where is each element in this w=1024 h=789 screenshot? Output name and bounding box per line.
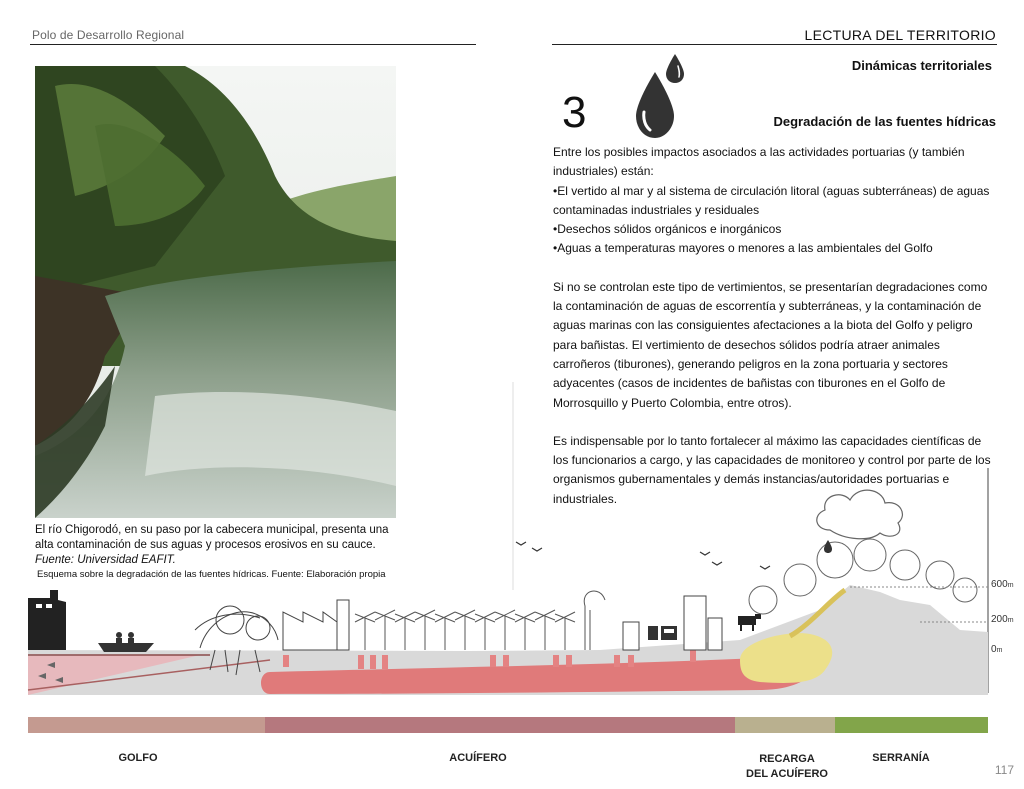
zone-label-golfo: GOLFO bbox=[118, 752, 158, 764]
body-p1-intro: Entre los posibles impactos asociados a las actividades portuarias (y también industriales) están: bbox=[553, 145, 965, 179]
palm-trees-icon bbox=[355, 591, 605, 650]
elevation-label-600: 600m bbox=[991, 579, 1014, 590]
section-subtitle: Dinámicas territoriales bbox=[851, 58, 992, 73]
header-left-title: Polo de Desarrollo Regional bbox=[32, 28, 185, 42]
rain-drop-icon bbox=[824, 540, 832, 553]
header-left-rule bbox=[30, 44, 476, 45]
buildings-icon bbox=[623, 596, 722, 650]
vehicles-icon bbox=[648, 626, 677, 640]
header-right-rule bbox=[552, 44, 997, 45]
zone-label-serrania: SERRANÍA bbox=[872, 752, 930, 764]
water-degradation-diagram bbox=[0, 375, 1024, 789]
cow-icon bbox=[738, 614, 761, 631]
page-number: 117 bbox=[994, 763, 1014, 777]
body-p1-bullet-1: •El vertido al mar y al sistema de circulación litoral (aguas subterráneas) de aguas contaminadas industriales y residuales bbox=[553, 183, 990, 217]
zone-label-recarga: RECARGA DEL ACUÍFERO bbox=[746, 753, 828, 780]
boat-icon bbox=[98, 632, 154, 652]
elevation-label-200: 200m bbox=[991, 614, 1014, 625]
zone-label-acuifero: ACUÍFERO bbox=[449, 752, 507, 764]
ship-icon bbox=[28, 590, 66, 650]
diagram-note: Esquema sobre la degradación de las fuentes hídricas. Fuente: Elaboración propia bbox=[37, 569, 386, 580]
zone-bar-recarga bbox=[735, 717, 835, 733]
header-right-title: LECTURA DEL TERRITORIO bbox=[804, 27, 996, 43]
water-drop-icon bbox=[632, 52, 692, 142]
zone-bar-acuifero bbox=[265, 717, 735, 733]
body-p1-bullet-3: •Aguas a temperaturas mayores o menores a las ambientales del Golfo bbox=[553, 241, 933, 256]
birds-icon bbox=[516, 542, 770, 569]
zone-bar-golfo bbox=[28, 717, 265, 733]
section-topic: Degradación de las fuentes hídricas bbox=[773, 114, 996, 129]
factory-icon bbox=[283, 600, 349, 650]
body-p3: Es indispensable por lo tanto fortalecer al máximo las capacidades científicas de los funcionarios a cargo, y las capacidades de monitoreo y control por parte de los organismos gubernamentales y demás instancias/autoridades portuarias e industriales. bbox=[553, 433, 991, 506]
body-p1-bullet-2: •Desechos sólidos orgánicos e inorgánicos bbox=[553, 222, 782, 237]
section-number: 3 bbox=[562, 88, 587, 137]
zone-bar-serrania bbox=[835, 717, 988, 733]
body-p2: Si no se controlan este tipo de vertimientos, se presentarían degradaciones como la contaminación de aguas de escorrentía y subterráneas, y la contaminación de aguas marinas con las consiguientes afectaciones a la biota del Golfo y peligro para bañistas. El vertimiento de desechos sólidos podría atraer animales carroñeros (tiburones), generando peligros en la zona portuaria y sectores adyacentes (casos de incidentes de bañistas con tiburones en el Golfo de Morrosquillo y Puerto Colombia, entre otros). bbox=[553, 279, 988, 410]
elevation-label-0: 0m bbox=[991, 644, 1003, 655]
cloud-icon bbox=[817, 490, 903, 539]
photo-caption-source: Fuente: Universidad EAFIT. bbox=[35, 554, 176, 566]
photo-caption-text: El río Chigorodó, en su paso por la cabecera municipal, presenta una alta contaminación de sus aguas y procesos erosivos en su cauce. bbox=[35, 524, 389, 551]
